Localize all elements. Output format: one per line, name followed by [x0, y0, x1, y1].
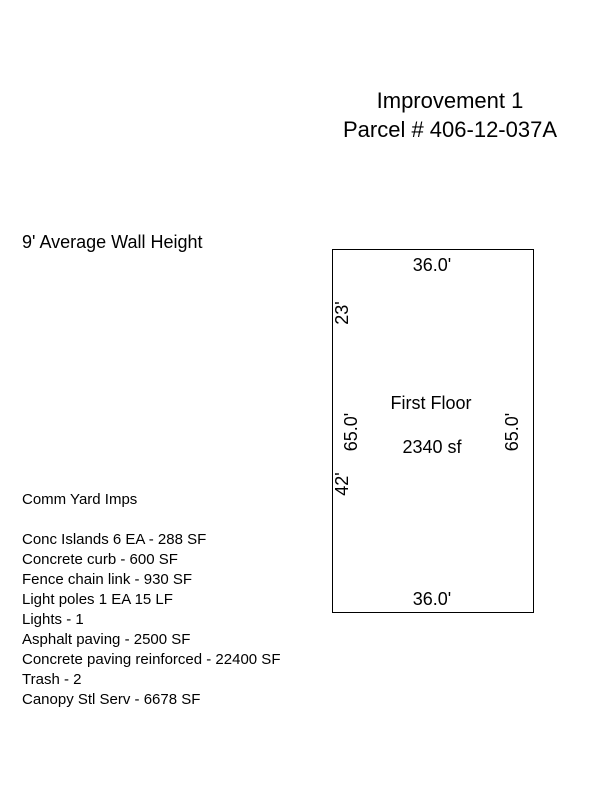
parcel-number: Parcel # 406-12-037A: [342, 117, 558, 142]
list-item: Concrete paving reinforced - 22400 SF: [22, 651, 281, 668]
list-item: Fence chain link - 930 SF: [22, 571, 193, 588]
dimension-left-upper: 23': [332, 301, 352, 325]
yard-improvements-heading: Comm Yard Imps: [22, 491, 138, 508]
list-item: Light poles 1 EA 15 LF: [22, 591, 173, 608]
list-item: Concrete curb - 600 SF: [22, 551, 178, 568]
wall-height-note: 9' Average Wall Height: [22, 232, 203, 252]
dimension-bottom: 36.0': [412, 589, 452, 609]
page-title: Improvement 1: [376, 88, 524, 113]
dimension-top: 36.0': [412, 255, 452, 275]
list-item: Asphalt paving - 2500 SF: [22, 631, 191, 648]
yard-improvements-list: [22, 490, 280, 710]
floor-label: First Floor: [390, 393, 472, 413]
list-item: Canopy Stl Serv - 6678 SF: [22, 691, 201, 708]
dimension-left: 65.0': [341, 412, 361, 452]
dimension-right: 65.0': [502, 412, 522, 452]
list-item: Trash - 2: [22, 671, 82, 688]
floor-area: 2340 sf: [402, 437, 462, 457]
list-item: Lights - 1: [22, 611, 84, 628]
dimension-left-lower: 42': [332, 472, 352, 496]
list-item: Conc Islands 6 EA - 288 SF: [22, 531, 207, 548]
